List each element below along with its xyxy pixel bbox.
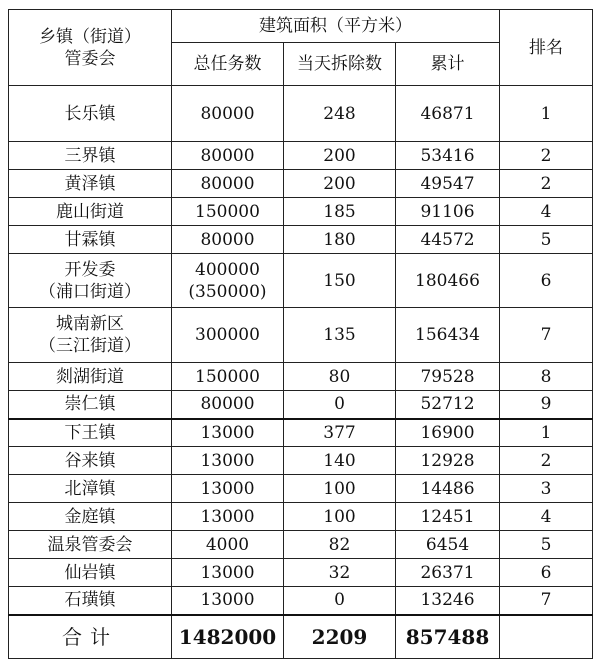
rank-cell: 5 xyxy=(500,226,593,254)
rank-cell: 3 xyxy=(500,475,593,503)
task-cell: 4000 xyxy=(172,531,284,559)
task-cell: 150000 xyxy=(172,363,284,391)
today-cell: 0 xyxy=(284,587,396,615)
rank-cell: 4 xyxy=(500,198,593,226)
task-cell: 13000 xyxy=(172,587,284,615)
table-row xyxy=(9,170,593,198)
today-cell: 248 xyxy=(284,86,396,142)
cumulative-cell: 46871 xyxy=(396,86,500,142)
header-today-demolished: 当天拆除数 xyxy=(284,43,396,86)
table-row xyxy=(9,447,593,475)
rank-cell: 9 xyxy=(500,391,593,419)
total-cumulative: 857488 xyxy=(396,615,500,659)
table-row xyxy=(9,142,593,170)
task-cell: 13000 xyxy=(172,419,284,447)
town-name-line1: 城南新区 xyxy=(56,314,124,334)
today-cell: 0 xyxy=(284,391,396,419)
table-row xyxy=(9,503,593,531)
table-row xyxy=(9,308,593,363)
rank-cell: 8 xyxy=(500,363,593,391)
town-name: 长乐镇 xyxy=(9,86,172,142)
header-town xyxy=(9,10,172,86)
town-name: 温泉管委会 xyxy=(9,531,172,559)
table-row xyxy=(9,86,593,142)
town-name-line2: （浦口街道） xyxy=(39,281,141,302)
town-name: 谷来镇 xyxy=(9,447,172,475)
town-name-line1: 开发委 xyxy=(64,259,116,280)
task-cell: 80000 xyxy=(172,86,284,142)
task-cell: 13000 xyxy=(172,475,284,503)
task-line2: (350000) xyxy=(188,281,267,302)
rank-cell: 2 xyxy=(500,142,593,170)
header-area-group: 建筑面积（平方米） xyxy=(172,10,500,43)
task-cell: 80000 xyxy=(172,142,284,170)
today-cell: 377 xyxy=(284,419,396,447)
today-cell: 200 xyxy=(284,142,396,170)
table-row xyxy=(9,363,593,391)
demolition-ranking-table xyxy=(8,9,593,659)
cumulative-cell: 53416 xyxy=(396,142,500,170)
town-name: 黄泽镇 xyxy=(9,170,172,198)
today-cell: 180 xyxy=(284,226,396,254)
cumulative-cell: 13246 xyxy=(396,587,500,615)
task-cell: 150000 xyxy=(172,198,284,226)
rank-cell: 6 xyxy=(500,559,593,587)
table-row xyxy=(9,587,593,615)
cumulative-cell: 14486 xyxy=(396,475,500,503)
table-row xyxy=(9,475,593,503)
town-name: 剡湖街道 xyxy=(9,363,172,391)
table-row xyxy=(9,254,593,308)
cumulative-cell: 52712 xyxy=(396,391,500,419)
today-cell: 32 xyxy=(284,559,396,587)
header-town-line1: 乡镇（街道） xyxy=(39,26,141,47)
town-name: 仙岩镇 xyxy=(9,559,172,587)
rank-cell: 2 xyxy=(500,447,593,475)
total-task: 1482000 xyxy=(172,615,284,659)
today-cell: 135 xyxy=(284,308,396,363)
total-row xyxy=(9,615,593,659)
today-cell: 150 xyxy=(284,254,396,308)
town-name xyxy=(9,308,172,363)
today-cell: 140 xyxy=(284,447,396,475)
header-rank: 排名 xyxy=(500,10,593,86)
town-name-line2: （三江街道） xyxy=(39,336,141,356)
town-name: 三界镇 xyxy=(9,142,172,170)
rank-cell: 4 xyxy=(500,503,593,531)
town-name: 甘霖镇 xyxy=(9,226,172,254)
cumulative-cell: 26371 xyxy=(396,559,500,587)
task-cell: 13000 xyxy=(172,503,284,531)
task-cell: 13000 xyxy=(172,559,284,587)
today-cell: 80 xyxy=(284,363,396,391)
rank-cell: 5 xyxy=(500,531,593,559)
task-cell: 300000 xyxy=(172,308,284,363)
rank-cell: 6 xyxy=(500,254,593,308)
table-row xyxy=(9,531,593,559)
total-rank xyxy=(500,615,593,659)
today-cell: 185 xyxy=(284,198,396,226)
task-cell: 80000 xyxy=(172,391,284,419)
cumulative-cell: 6454 xyxy=(396,531,500,559)
cumulative-cell: 156434 xyxy=(396,308,500,363)
town-name xyxy=(9,254,172,308)
task-cell: 13000 xyxy=(172,447,284,475)
rank-cell: 1 xyxy=(500,86,593,142)
header-town-line2: 管委会 xyxy=(64,48,116,69)
today-cell: 100 xyxy=(284,475,396,503)
town-name: 金庭镇 xyxy=(9,503,172,531)
task-cell xyxy=(172,254,284,308)
today-cell: 200 xyxy=(284,170,396,198)
table-row xyxy=(9,391,593,419)
cumulative-cell: 12451 xyxy=(396,503,500,531)
cumulative-cell: 91106 xyxy=(396,198,500,226)
cumulative-cell: 16900 xyxy=(396,419,500,447)
table-row xyxy=(9,419,593,447)
task-cell: 80000 xyxy=(172,170,284,198)
table-row xyxy=(9,198,593,226)
town-name: 崇仁镇 xyxy=(9,391,172,419)
cumulative-cell: 49547 xyxy=(396,170,500,198)
header-total-task: 总任务数 xyxy=(172,43,284,86)
rank-cell: 7 xyxy=(500,587,593,615)
cumulative-cell: 44572 xyxy=(396,226,500,254)
rank-cell: 2 xyxy=(500,170,593,198)
cumulative-cell: 79528 xyxy=(396,363,500,391)
today-cell: 100 xyxy=(284,503,396,531)
town-name: 北漳镇 xyxy=(9,475,172,503)
cumulative-cell: 180466 xyxy=(396,254,500,308)
rank-cell: 7 xyxy=(500,308,593,363)
task-line1: 400000 xyxy=(195,259,260,280)
rank-cell: 1 xyxy=(500,419,593,447)
task-cell: 80000 xyxy=(172,226,284,254)
total-label: 合计 xyxy=(9,615,172,659)
town-name: 鹿山街道 xyxy=(9,198,172,226)
today-cell: 82 xyxy=(284,531,396,559)
cumulative-cell: 12928 xyxy=(396,447,500,475)
table-row xyxy=(9,226,593,254)
table-row xyxy=(9,559,593,587)
total-today: 2209 xyxy=(284,615,396,659)
header-cumulative: 累计 xyxy=(396,43,500,86)
town-name: 石璜镇 xyxy=(9,587,172,615)
town-name: 下王镇 xyxy=(9,419,172,447)
